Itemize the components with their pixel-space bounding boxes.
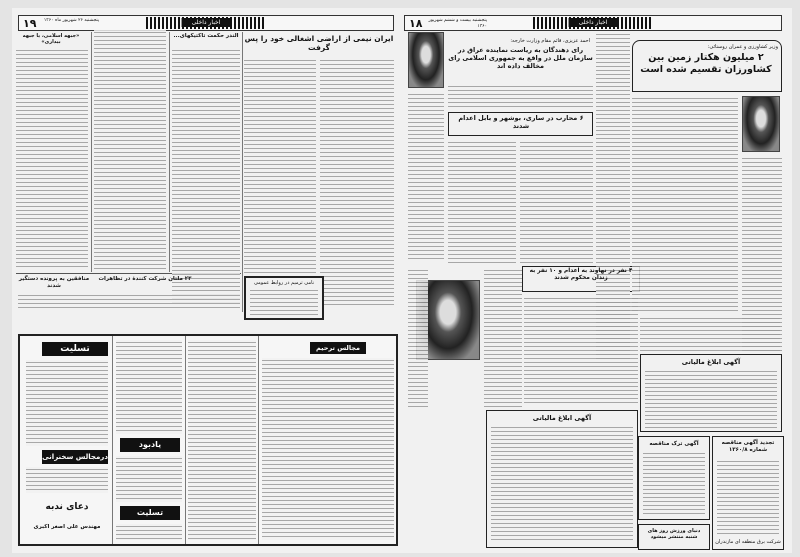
ad-text — [717, 459, 779, 537]
column-rule — [91, 32, 92, 272]
text-column — [484, 268, 522, 408]
column-rule — [242, 32, 243, 312]
headline-bottom1: ۲۳ ملتان شرکت کنندۀ در تظاهرات — [98, 276, 192, 282]
ad-title: آگهی ابلاغ مالیاتی — [532, 414, 592, 422]
text-column — [16, 48, 88, 270]
ad-text — [116, 340, 182, 434]
renewal-tender-ad — [712, 436, 784, 550]
headline-bottom2: منافقین به پرونده دستگیر شدند — [18, 276, 90, 289]
text-column — [640, 316, 780, 352]
text-column — [632, 96, 738, 312]
ad-title: آگهی ابلاغ مالیاتی — [681, 358, 741, 366]
ad-text — [26, 360, 108, 446]
tasliat-banner: تسلیت — [42, 342, 108, 356]
text-column — [244, 58, 316, 308]
headline-main: ایران نیمی از اراضی اشغالی خود را پس گرفت — [244, 34, 394, 53]
column-rule — [169, 32, 170, 272]
left-page-header — [18, 15, 394, 31]
page-number: ۱۹ — [23, 17, 37, 30]
notice-title: نامی ترمیم در روابط عمومی — [253, 280, 315, 286]
notice-text — [250, 288, 318, 316]
ad-text — [116, 456, 182, 502]
notice-box — [244, 276, 324, 320]
tarhim-banner: مجالس ترحیم — [310, 342, 366, 354]
ad-title: دنیای ورزش روز های شنبه منتشر میشود — [647, 528, 701, 541]
headline-main: ۲ میلیون هکتار زمین بین کشاورزان تقسیم شده است — [640, 52, 772, 75]
text-column — [408, 92, 444, 262]
un-kicker: احمد عزیزی، قائم مقام وزارت خارجه: — [510, 38, 590, 44]
sports-notice-ad — [638, 524, 710, 550]
tax-notice-ad-2 — [486, 410, 638, 548]
ad-text — [262, 358, 394, 540]
column-rule — [112, 336, 113, 544]
doa-nodbeh: دعای ندبه — [45, 502, 89, 512]
sokhanrani-banner: درمجالس سخنرانی — [42, 450, 108, 464]
headline-un: رای دهندگان به ریاست نماینده عراق در سازمان ملل در واقع به جمهوری اسلامی رای مخالف داده اند — [448, 46, 593, 71]
text-column — [408, 268, 428, 408]
headline-col2: الندر حکمت تاکتیکهای... — [173, 33, 239, 39]
ad-text — [188, 340, 256, 540]
ad-table — [491, 425, 633, 543]
ad-table — [645, 369, 777, 429]
yadbood-banner: یادبود — [120, 438, 180, 452]
issue-date: پنجشنبه ۲۶ شهریور ماه ۱۳۶۰ — [43, 18, 99, 23]
text-column — [524, 296, 638, 404]
text-column — [448, 84, 593, 108]
issue-date: پنجشنبه بیست و ششم شهریور ۱۳۶۰ — [428, 18, 487, 29]
ad-signature: شرکت برق منطقه ای مازندران — [715, 539, 781, 545]
section-label: اخبار داخلی — [569, 18, 618, 27]
text-column — [448, 140, 516, 265]
ad-title: آگهی ترک مناقصه — [649, 441, 699, 447]
ad-text — [26, 467, 108, 493]
text-column — [520, 140, 593, 265]
headline-nahavand: ۴ نفر در نهاوند به اعدام و ۱۰ نفر به زندان محکوم شدند — [529, 268, 633, 282]
text-column — [172, 48, 240, 306]
obituaries-ads-block — [18, 334, 398, 546]
section-label: اخبار داخلی — [182, 18, 231, 27]
tasliat-banner-2: تسلیت — [120, 506, 180, 520]
headline-col4: «جبهه اسلامی، یا جبهه بیداری» — [22, 33, 80, 46]
column-rule — [258, 336, 259, 544]
tender-ad — [638, 436, 710, 520]
right-page — [400, 8, 792, 553]
text-column — [94, 30, 166, 270]
column-rule — [185, 336, 186, 544]
page-number: ۱۸ — [409, 17, 423, 30]
ad-text — [643, 451, 705, 517]
left-page — [12, 8, 400, 553]
speaker-name: مهندس علی اصغر اکبری — [33, 524, 101, 530]
text-column — [18, 293, 240, 311]
main-kicker: وزیر کشاورزی و عمران روستائی: — [707, 44, 778, 50]
ad-title: تجدید آگهی مناقصه شماره ۱۳۶۰/۸ — [721, 440, 775, 453]
portrait-photo — [742, 96, 780, 152]
ad-text — [116, 524, 182, 540]
headline-executed: ۶ محارب در ساری، بوشهر و بابل اعدام شدند — [458, 114, 584, 131]
text-column — [320, 58, 394, 308]
right-page-header — [404, 15, 782, 31]
tax-notice-ad-1 — [640, 354, 782, 432]
portrait-photo — [408, 32, 444, 88]
